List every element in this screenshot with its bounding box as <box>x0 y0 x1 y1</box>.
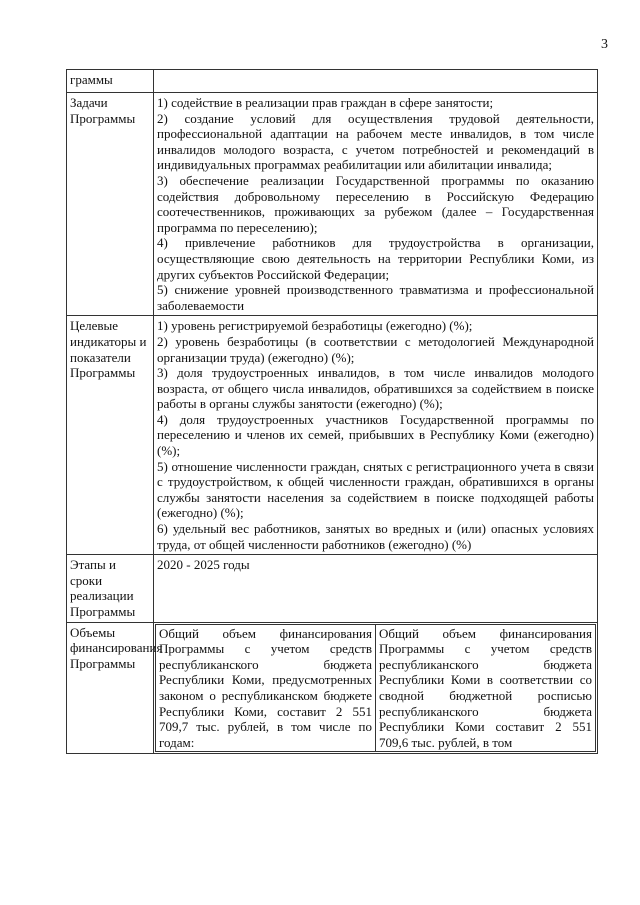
page-number: 3 <box>601 37 608 52</box>
table-row <box>67 622 598 754</box>
table-row <box>67 70 598 93</box>
list-item: 2) уровень безработицы (в соответствии с методологией Международной организации труда) (ежегодно) (%); <box>157 333 594 365</box>
row-label: Задачи Программы <box>67 93 154 316</box>
funding-right-text: Общий объем финансирования Программы с учетом средств республиканского бюджета Республики Коми в соответствии со сводной бюджетной росписью республиканского бюджета Республики Коми составит 2 551 709,6 тыс. рублей, в том <box>376 624 596 752</box>
list-item: 4) привлечение работников для трудоустройства в организации, осуществляющие свою деятельность на территории Республики Коми, из других субъектов Российской Федерации; <box>157 235 594 282</box>
list-item: 2020 - 2025 годы <box>157 557 250 573</box>
row-content <box>154 70 598 93</box>
table-row <box>67 555 598 622</box>
program-passport-table <box>66 69 598 754</box>
row-content <box>154 93 598 316</box>
list-item: 2) создание условий для осуществления трудовой деятельности, профессиональной адаптации на рабочем месте инвалидов, в том числе инвалидов молодого возраста, с учетом потребностей и рекомендаций в индивидуальных программах реабилитации или абилитации инвалида; <box>157 110 594 173</box>
funding-table <box>155 624 596 753</box>
table-row <box>67 316 598 555</box>
funding-cell <box>154 622 598 754</box>
funding-left-text: Общий объем финансирования Программы с учетом средств республиканского бюджета Республики Коми, предусмотренных законом о республиканском бюджете Республики Коми, составит 2 551 709,7 тыс. рублей, в том числе по годам: <box>156 624 376 752</box>
list-item: 5) снижение уровней производственного травматизма и профессиональной заболеваемости <box>157 282 594 313</box>
list-item: 5) отношение численности граждан, снятых с регистрационного учета в связи с трудоустройством, к общей численности граждан, обратившихся в органы службы занятости населения за содействием в поиске подходящей работы (ежегодно) (%); <box>157 458 594 521</box>
list-item: 4) доля трудоустроенных участников Государственной программы по переселению и членов их семей, прибывших в Республику Коми (ежегодно) (%); <box>157 411 594 459</box>
row-content <box>154 316 598 555</box>
row-label: Объемы финансирования Программы <box>67 622 154 754</box>
row-label: граммы <box>67 70 154 93</box>
list-item: 6) удельный вес работников, занятых во вредных и (или) опасных условиях труда, от общей численности работников (ежегодно) (%) <box>157 521 594 552</box>
list-item: 3) доля трудоустроенных инвалидов, в том числе инвалидов молодого возраста, от общего числа инвалидов, обратившихся за содействием в поиске работы в органы службы занятости (ежегодно) (%); <box>157 365 594 412</box>
list-item: 3) обеспечение реализации Государственной программы по оказанию содействия добровольному переселению в Российскую Федерацию соотечественников, проживающих за рубежом (далее – Государственная программа по переселению); <box>157 172 594 235</box>
row-label: Этапы и сроки реализации Программы <box>67 555 154 622</box>
table-row <box>67 93 598 316</box>
list-item: 1) уровень регистрируемой безработицы (ежегодно) (%); <box>157 318 473 334</box>
list-item: 1) содействие в реализации прав граждан в сфере занятости; <box>157 95 494 110</box>
row-content <box>154 555 598 622</box>
row-label: Целевые индикаторы и показатели Программы <box>67 316 154 555</box>
